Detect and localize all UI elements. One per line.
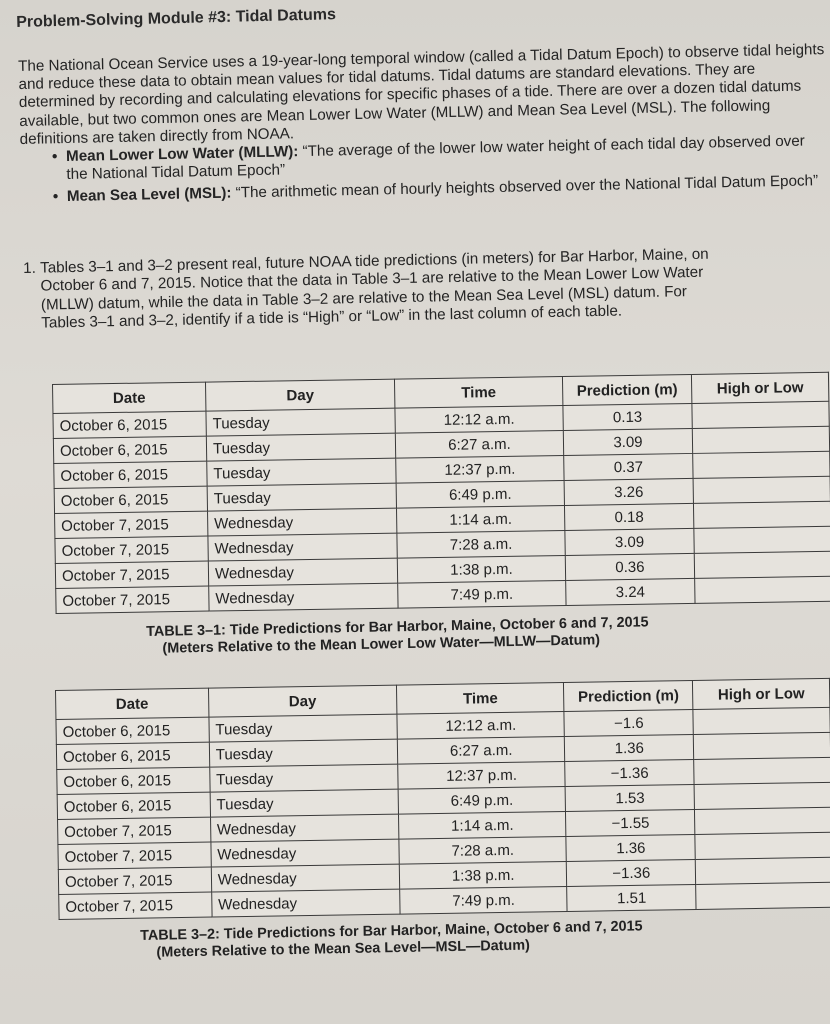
cell-time: 1:14 a.m. [396, 505, 564, 533]
cell-time: 1:38 p.m. [397, 555, 565, 583]
table-body [56, 707, 830, 919]
cell-high-low[interactable] [695, 832, 830, 859]
table-3-1-caption [146, 614, 649, 658]
cell-date: October 7, 2015 [56, 586, 209, 613]
cell-time: 12:12 a.m. [395, 405, 563, 433]
cell-prediction: −1.6 [564, 709, 693, 736]
caption-title: TABLE 3–1: Tide Predictions for Bar Harbor, Maine, October 6 and 7, 2015 [146, 614, 649, 640]
question-1 [24, 245, 725, 333]
intro-paragraph: The National Ocean Service uses a 19-year-long temporal window (called a Tidal Datum Epoch) to observe tidal heights and reduce these data to obtain mean values for tidal datums. Tidal datums are standard elevations. They are determined by recording and calculating elevations for specific phases of a tide. There are over a dozen tidal datums available, but two common ones are Mean Lower Low Water (MLLW) and Mean Sea Level (MSL). The following definitions are taken directly from NOAA. [18, 41, 825, 148]
table-3-2 [55, 678, 830, 920]
cell-day: Wednesday [211, 889, 400, 917]
cell-time: 6:49 p.m. [396, 480, 564, 508]
cell-high-low[interactable] [693, 476, 830, 503]
cell-high-low[interactable] [693, 707, 830, 734]
header-high-low: High or Low [691, 372, 828, 403]
cell-day: Tuesday [209, 714, 398, 742]
cell-day: Wednesday [208, 508, 397, 536]
cell-time: 12:12 a.m. [397, 712, 565, 740]
cell-prediction: 3.09 [565, 528, 694, 555]
cell-date: October 7, 2015 [59, 892, 212, 919]
cell-prediction: 3.09 [563, 428, 692, 455]
header-date: Date [53, 382, 206, 413]
cell-time: 6:27 a.m. [397, 737, 565, 765]
header-date: Date [56, 688, 209, 719]
cell-time: 6:49 p.m. [398, 786, 566, 814]
cell-day: Tuesday [210, 789, 399, 817]
cell-time: 7:28 a.m. [397, 530, 565, 558]
cell-time: 7:28 a.m. [399, 836, 567, 864]
cell-date: October 7, 2015 [58, 817, 211, 844]
cell-date: October 6, 2015 [57, 792, 210, 819]
cell-date: October 7, 2015 [55, 561, 208, 588]
cell-day: Wednesday [208, 558, 397, 586]
definition-text: “The arithmetic mean of hourly heights observed over the National Tidal Datum Epoch” [235, 172, 819, 202]
cell-date: October 7, 2015 [58, 867, 211, 894]
cell-high-low[interactable] [694, 526, 830, 553]
cell-high-low[interactable] [692, 426, 829, 453]
header-time: Time [394, 376, 562, 408]
cell-time: 7:49 p.m. [398, 580, 566, 608]
cell-high-low[interactable] [694, 782, 830, 809]
header-day: Day [208, 685, 397, 717]
cell-date: October 6, 2015 [56, 717, 209, 744]
tide-table-mllw [52, 372, 830, 614]
cell-date: October 6, 2015 [54, 486, 207, 513]
caption-subtitle: (Meters Relative to the Mean Sea Level—MSL—Datum) [156, 937, 531, 962]
cell-prediction: 1.36 [566, 834, 695, 861]
header-high-low: High or Low [693, 678, 830, 709]
cell-day: Wednesday [211, 864, 400, 892]
cell-prediction: 3.24 [566, 578, 695, 605]
cell-day: Tuesday [207, 483, 396, 511]
cell-date: October 7, 2015 [55, 536, 208, 563]
cell-high-low[interactable] [694, 732, 830, 759]
cell-day: Tuesday [206, 433, 395, 461]
intro-section [18, 41, 829, 208]
tide-table-msl [55, 678, 830, 920]
cell-day: Tuesday [206, 408, 395, 436]
cell-day: Wednesday [209, 583, 398, 611]
cell-date: October 7, 2015 [55, 511, 208, 538]
cell-prediction: −1.36 [565, 759, 694, 786]
module-heading: Problem-Solving Module #3: Tidal Datums [16, 6, 337, 31]
question-number: 1. [23, 259, 37, 278]
header-prediction: Prediction (m) [562, 374, 691, 405]
header-time: Time [396, 683, 564, 715]
cell-date: October 6, 2015 [54, 461, 207, 488]
cell-high-low[interactable] [695, 857, 830, 884]
cell-prediction: 1.36 [565, 734, 694, 761]
cell-high-low[interactable] [693, 451, 830, 478]
caption-subtitle: (Meters Relative to the Mean Lower Low Water—MLLW—Datum) [162, 632, 601, 658]
cell-prediction: −1.36 [567, 859, 696, 886]
cell-time: 1:14 a.m. [399, 811, 567, 839]
cell-day: Tuesday [209, 764, 398, 792]
cell-day: Tuesday [209, 739, 398, 767]
cell-high-low[interactable] [696, 882, 830, 909]
header-day: Day [205, 379, 394, 411]
definition-term: Mean Sea Level (MSL): [66, 184, 232, 206]
cell-day: Wednesday [211, 839, 400, 867]
definition-term: Mean Lower Low Water (MLLW): [65, 143, 299, 166]
cell-prediction: 1.53 [565, 784, 694, 811]
cell-high-low[interactable] [692, 401, 829, 428]
header-prediction: Prediction (m) [564, 680, 693, 711]
cell-date: October 6, 2015 [57, 767, 210, 794]
cell-time: 7:49 p.m. [400, 886, 568, 914]
cell-prediction: 3.26 [564, 478, 693, 505]
table-body [53, 401, 830, 613]
cell-prediction: 0.36 [565, 553, 694, 580]
cell-date: October 7, 2015 [58, 842, 211, 869]
cell-high-low[interactable] [693, 501, 830, 528]
cell-prediction: −1.55 [566, 809, 695, 836]
cell-prediction: 1.51 [567, 884, 696, 911]
cell-time: 12:37 p.m. [398, 761, 566, 789]
cell-prediction: 0.18 [564, 503, 693, 530]
table-3-2-caption [140, 918, 643, 962]
cell-high-low[interactable] [695, 807, 830, 834]
cell-high-low[interactable] [694, 551, 830, 578]
cell-time: 6:27 a.m. [395, 430, 563, 458]
cell-day: Wednesday [208, 533, 397, 561]
cell-prediction: 0.37 [564, 453, 693, 480]
cell-high-low[interactable] [694, 757, 830, 784]
cell-date: October 6, 2015 [53, 411, 206, 438]
cell-prediction: 0.13 [563, 403, 692, 430]
definition-text: “The average of the lower low water height of each tidal day observed over the National Tidal Datum Epoch” [66, 132, 805, 184]
caption-title: TABLE 3–2: Tide Predictions for Bar Harbor, Maine, October 6 and 7, 2015 [140, 918, 643, 944]
cell-high-low[interactable] [695, 576, 830, 603]
cell-time: 1:38 p.m. [399, 861, 567, 889]
cell-time: 12:37 p.m. [396, 455, 564, 483]
question-text: Tables 3–1 and 3–2 present real, future NOAA tide predictions (in meters) for Bar Harbor, Maine, on October 6 and 7, 2015. Notice that the data in Table 3–1 are relative to the Mean Lower Low Water (MLLW) datum, while the data in Table 3–2 are relative to the Mean Sea Level (MSL) datum. For Tables 3–1 and 3–2, identify if a tide is “High” or “Low” in the last column of each table. [39, 245, 709, 332]
cell-day: Wednesday [210, 814, 399, 842]
cell-date: October 6, 2015 [56, 742, 209, 769]
cell-date: October 6, 2015 [53, 436, 206, 463]
table-3-1 [52, 372, 830, 614]
cell-day: Tuesday [207, 458, 396, 486]
